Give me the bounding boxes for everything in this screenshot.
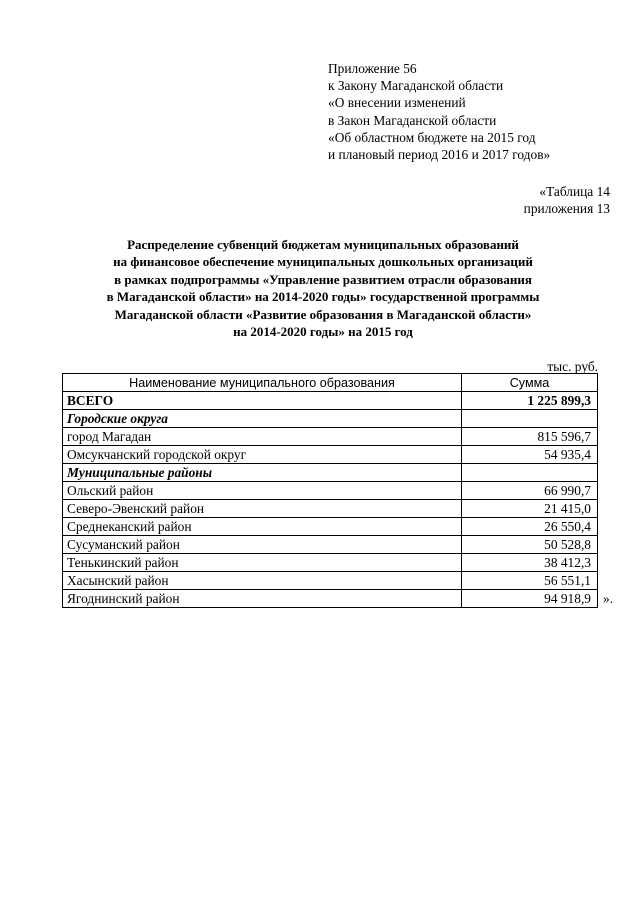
total-amount: 1 225 899,3 — [462, 392, 598, 410]
appendix-header — [328, 60, 550, 163]
section-empty-cell — [462, 464, 598, 482]
row-amount: 815 596,7 — [462, 428, 598, 446]
row-amount: 66 990,7 — [462, 482, 598, 500]
row-amount: 56 551,1 — [462, 572, 598, 590]
header-name: Наименование муниципального образования — [63, 374, 462, 392]
table-row — [63, 554, 598, 572]
table-row — [63, 536, 598, 554]
title-line: на финансовое обеспечение муниципальных дошкольных организаций — [113, 254, 533, 270]
section-title: Городские округа — [63, 410, 462, 428]
table-header-row — [63, 374, 598, 392]
table-reference-line: «Таблица 14 — [539, 184, 610, 199]
appendix-line: Приложение 56 — [328, 61, 417, 76]
closing-quote: ». — [603, 591, 614, 606]
row-amount: 54 935,4 — [462, 446, 598, 464]
row-amount: 94 918,9 — [462, 590, 598, 608]
section-title: Муниципальные районы — [63, 464, 462, 482]
units-label: тыс. руб. — [547, 359, 598, 374]
row-name: Ягоднинский район — [63, 590, 462, 608]
table-row — [63, 590, 598, 608]
row-amount: 26 550,4 — [462, 518, 598, 536]
title-line: Распределение субвенций бюджетам муниципальных образований — [127, 237, 519, 252]
appendix-line: к Закону Магаданской области — [328, 78, 504, 94]
appendix-line: и плановый период 2016 и 2017 годов» — [328, 147, 551, 163]
table-row — [63, 500, 598, 518]
row-amount: 21 415,0 — [462, 500, 598, 518]
row-name: Хасынский район — [63, 572, 462, 590]
title-line: Магаданской области «Развитие образования в Магаданской области» — [114, 306, 532, 322]
document-title — [40, 236, 606, 340]
row-name: Тенькинский район — [63, 554, 462, 572]
row-name: Северо-Эвенский район — [63, 500, 462, 518]
total-row — [63, 392, 598, 410]
table-row — [63, 482, 598, 500]
table-row — [63, 446, 598, 464]
subvention-table — [62, 373, 598, 608]
table-row — [63, 428, 598, 446]
appendix-line: «О внесении изменений — [328, 95, 466, 111]
table-reference — [524, 183, 610, 217]
row-name: Сусуманский район — [63, 536, 462, 554]
title-line: в рамках подпрограммы «Управление развитием отрасли образования — [114, 271, 532, 287]
section-row — [63, 464, 598, 482]
table-row — [63, 518, 598, 536]
section-empty-cell — [462, 410, 598, 428]
row-name: Среднеканский район — [63, 518, 462, 536]
section-row — [63, 410, 598, 428]
row-name: город Магадан — [63, 428, 462, 446]
appendix-line: в Закон Магаданской области — [328, 112, 497, 128]
row-name: Ольский район — [63, 482, 462, 500]
title-line: на 2014-2020 годы» на 2015 год — [233, 324, 413, 340]
total-label: ВСЕГО — [63, 392, 462, 410]
header-amount: Сумма — [462, 374, 598, 392]
table-reference-line: приложения 13 — [523, 201, 610, 217]
row-amount: 50 528,8 — [462, 536, 598, 554]
title-line: в Магаданской области» на 2014-2020 годы» государственной программы — [106, 289, 540, 305]
row-name: Омсукчанский городской округ — [63, 446, 462, 464]
table-row — [63, 572, 598, 590]
row-amount: 38 412,3 — [462, 554, 598, 572]
appendix-line: «Об областном бюджете на 2015 год — [328, 129, 536, 145]
